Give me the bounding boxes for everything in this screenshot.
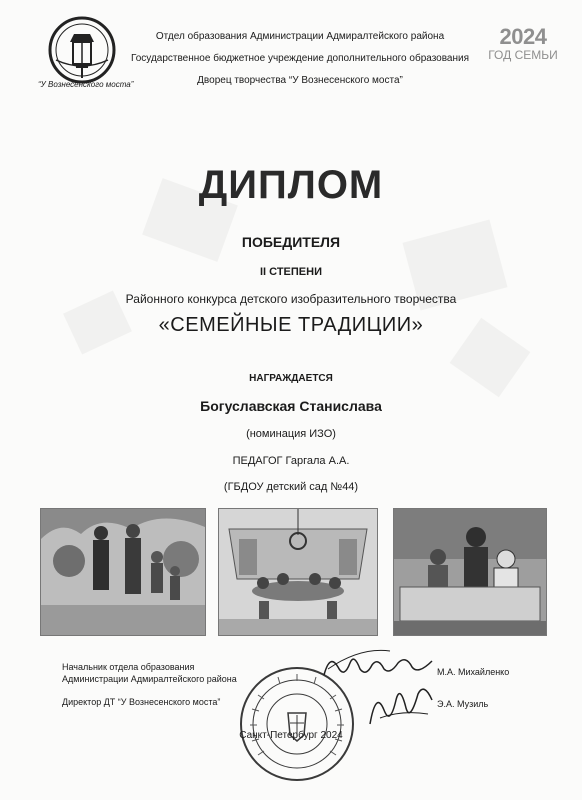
director-signature xyxy=(362,680,442,730)
header-institution: Государственное бюджетное учреждение дополнительного образования xyxy=(130,53,470,64)
awarded-label: НАГРАЖДАЕТСЯ xyxy=(249,373,333,384)
diploma-subtitle: ПОБЕДИТЕЛЯ xyxy=(241,234,341,250)
institution-name: (ГБДОУ детский сад №44) xyxy=(223,481,359,493)
teacher-name: ПЕДАГОГ Гаргала А.А. xyxy=(232,455,350,467)
head-title-line1: Начальник отдела образования xyxy=(62,662,195,672)
year-of-family-logo xyxy=(487,24,559,62)
artwork-image-family-sofa xyxy=(393,508,547,636)
year-caption: ГОД СЕМЬИ xyxy=(488,48,558,62)
head-title-line2: Администрации Адмиралтейского района xyxy=(62,674,237,684)
artwork-image-family-dinner xyxy=(218,508,378,636)
logo-caption: “У Вознесенского моста” xyxy=(38,80,134,89)
head-name: М.А. Михайленко xyxy=(437,667,510,677)
city-year: Санкт-Петербург 2024 xyxy=(239,730,343,741)
nomination: (номинация ИЗО) xyxy=(246,428,336,440)
director-name: Э.А. Музиль xyxy=(437,699,489,709)
year-number: 2024 xyxy=(499,24,547,49)
contest-theme: «СЕМЕЙНЫЕ ТРАДИЦИИ» xyxy=(158,314,424,336)
recipient-name: Богуславская Станислава xyxy=(200,398,382,414)
header-palace: Дворец творчества “У Вознесенского моста” xyxy=(197,75,403,86)
artwork-image-family-portrait xyxy=(40,508,206,636)
diploma-degree: II СТЕПЕНИ xyxy=(260,266,322,278)
header-department: Отдел образования Администрации Адмиралтейского района xyxy=(155,31,445,42)
diploma-title: ДИПЛОМ xyxy=(198,163,384,207)
contest-name: Районного конкурса детского изобразительного творчества xyxy=(125,292,457,306)
director-title: Директор ДТ “У Вознесенского моста” xyxy=(62,697,221,707)
head-signature xyxy=(320,645,440,685)
